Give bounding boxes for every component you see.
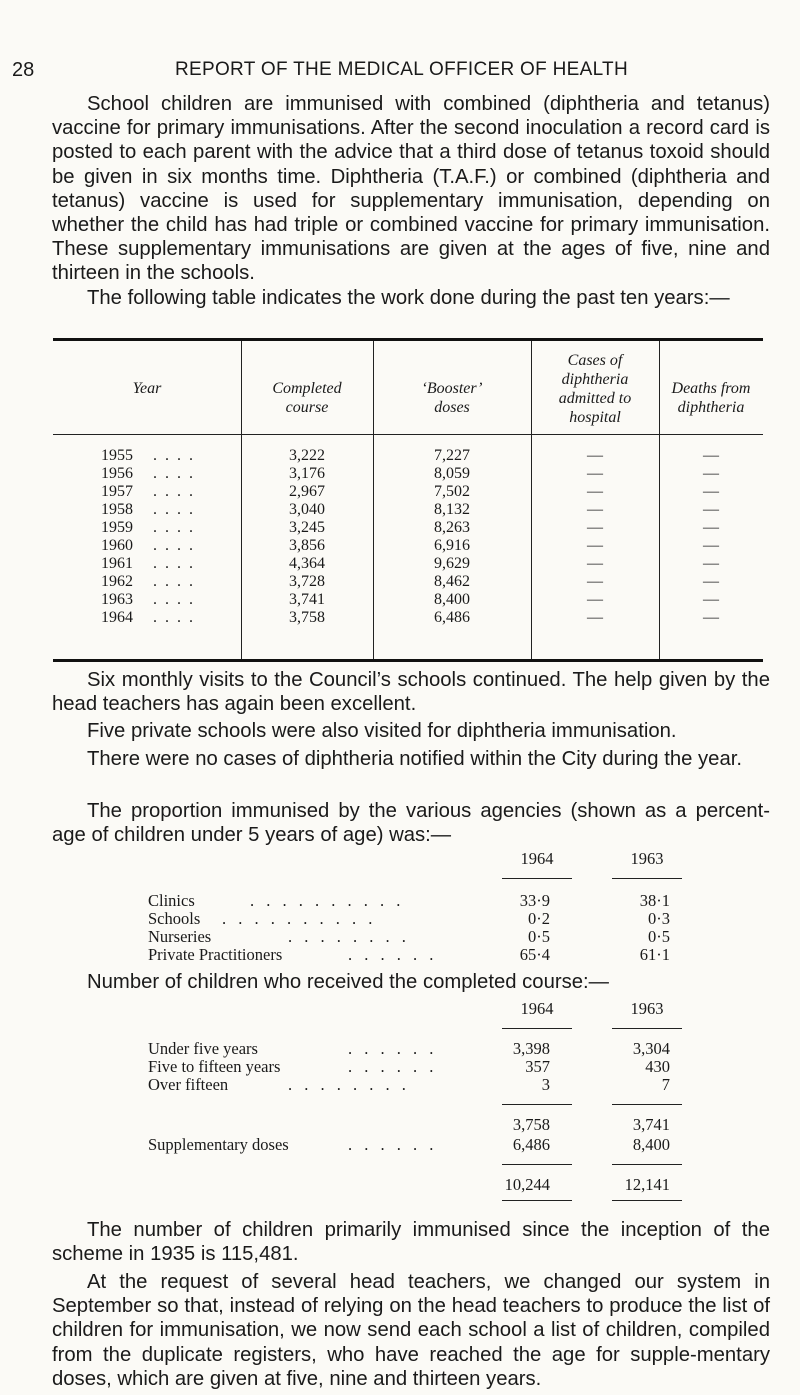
course-value-1963: 7	[661, 1075, 670, 1094]
table-row	[53, 537, 763, 555]
deaths-cell: —	[703, 555, 719, 572]
table-row	[53, 555, 763, 573]
course-col-1964: 1964	[520, 999, 554, 1018]
leader-dots: . . . .	[153, 483, 195, 500]
subtotal-rule	[612, 1104, 682, 1105]
agency-value-1964: 65·4	[519, 945, 550, 964]
total-underline	[502, 1200, 572, 1201]
course-value-1963: 3,304	[632, 1039, 670, 1058]
year-cell: 1962	[101, 573, 133, 590]
cases-cell: —	[587, 447, 603, 464]
cases-cell: —	[587, 573, 603, 590]
running-head: REPORT OF THE MEDICAL OFFICER OF HEALTH	[175, 59, 628, 80]
course-value-1964: 3,398	[512, 1039, 550, 1058]
header-year-label: Year	[132, 380, 162, 397]
column-rule	[502, 878, 572, 879]
cases-cell: —	[587, 465, 603, 482]
subtotal-1964: 3,758	[512, 1115, 550, 1134]
total-1964: 10,244	[504, 1175, 550, 1194]
booster-cell: 9,629	[434, 555, 470, 572]
agency-value-1963: 61·1	[639, 945, 670, 964]
deaths-cell: —	[703, 465, 719, 482]
completed-cell: 3,176	[289, 465, 325, 482]
agency-label: Private Practitioners	[148, 945, 283, 964]
deaths-cell: —	[703, 519, 719, 536]
completed-cell: 3,856	[289, 537, 325, 554]
completed-cell: 4,364	[289, 555, 325, 572]
agency-value-1964: 0·5	[528, 927, 550, 946]
cases-cell: —	[587, 555, 603, 572]
course-value-1963: 430	[645, 1057, 670, 1076]
table-row	[53, 609, 763, 627]
supplementary-1963: 8,400	[632, 1135, 670, 1154]
header-completed-line: course	[285, 399, 329, 416]
header-deaths-line: diphtheria	[677, 399, 745, 416]
leader-dots: . . . . . . . .	[288, 927, 410, 946]
cases-cell: —	[587, 537, 603, 554]
course-table	[0, 1000, 800, 1200]
course-label: Under five years	[148, 1039, 258, 1058]
course-col-1963: 1963	[630, 999, 664, 1018]
booster-cell: 7,502	[434, 483, 470, 500]
booster-cell: 8,263	[434, 519, 470, 536]
total-1963: 12,141	[624, 1175, 670, 1194]
agency-col-1964: 1964	[520, 849, 554, 868]
booster-cell: 6,486	[434, 609, 470, 626]
header-booster-line: ‘Booster’	[421, 380, 483, 397]
supplementary-1964: 6,486	[512, 1135, 550, 1154]
column-rule	[612, 1028, 682, 1029]
header-year	[53, 379, 241, 398]
deaths-cell: —	[703, 573, 719, 590]
table-row	[53, 591, 763, 609]
booster-cell: 8,059	[434, 465, 470, 482]
table-row	[53, 501, 763, 519]
leader-dots: . . . .	[153, 573, 195, 590]
year-cell: 1959	[101, 519, 133, 536]
header-cases-line: admitted to	[558, 390, 632, 407]
agency-label: Schools	[148, 909, 201, 928]
total-primary-paragraph: The number of children primarily immunised since the inception of the scheme in 1935 is 115,481.	[52, 1219, 770, 1266]
completed-cell: 3,758	[289, 609, 325, 626]
subtotal-1963: 3,741	[632, 1115, 670, 1134]
page-number: 28	[12, 59, 35, 81]
header-deaths	[659, 379, 763, 417]
agency-value-1963: 0·3	[648, 909, 670, 928]
leader-dots: . . . .	[153, 519, 195, 536]
booster-cell: 6,916	[434, 537, 470, 554]
completed-course-paragraph: Number of children who received the completed course:—	[87, 971, 609, 993]
booster-cell: 8,462	[434, 573, 470, 590]
total-underline	[612, 1200, 682, 1201]
leader-dots: . . . .	[153, 555, 195, 572]
leader-dots: . . . .	[153, 465, 195, 482]
cases-cell: —	[587, 609, 603, 626]
leader-dots: . . . . . .	[348, 1057, 438, 1076]
deaths-cell: —	[703, 483, 719, 500]
agency-table	[0, 850, 800, 1020]
agency-value-1964: 0·2	[528, 909, 550, 928]
supplementary-label: Supplementary doses	[148, 1135, 289, 1154]
leader-dots: . . . .	[153, 591, 195, 608]
agency-col-1963: 1963	[630, 849, 664, 868]
deaths-cell: —	[703, 609, 719, 626]
agency-label: Nurseries	[148, 927, 212, 946]
column-rule	[502, 1028, 572, 1029]
visits-paragraph: Six monthly visits to the Council’s schools continued. The help given by the head teachers has again been excellent.	[52, 669, 770, 716]
table-row	[53, 573, 763, 591]
leader-dots: . . . . . .	[348, 1135, 438, 1154]
table-row	[53, 465, 763, 483]
table-row	[53, 519, 763, 537]
completed-cell: 3,222	[289, 447, 325, 464]
header-cases	[531, 351, 659, 427]
cases-cell: —	[587, 519, 603, 536]
agency-value-1963: 38·1	[639, 891, 670, 910]
leader-dots: . . . .	[153, 447, 195, 464]
header-cases-line: diphtheria	[561, 371, 629, 388]
table-row	[53, 447, 763, 465]
total-rule	[612, 1164, 682, 1165]
year-cell: 1961	[101, 555, 133, 572]
course-value-1964: 3	[541, 1075, 550, 1094]
deaths-cell: —	[703, 591, 719, 608]
private-schools-paragraph: Five private schools were also visited for diphtheria immunisation.	[87, 720, 677, 742]
deaths-cell: —	[703, 537, 719, 554]
leader-dots: . . . . . . . . . .	[222, 909, 377, 928]
agency-value-1964: 33·9	[519, 891, 550, 910]
header-completed	[241, 379, 373, 417]
booster-cell: 8,400	[434, 591, 470, 608]
leader-dots: . . . . . .	[348, 1039, 438, 1058]
header-cases-line: Cases of	[567, 352, 623, 369]
total-rule	[502, 1164, 572, 1165]
completed-cell: 2,967	[289, 483, 325, 500]
agency-label: Clinics	[148, 891, 195, 910]
request-paragraph: At the request of several head teachers, we changed our system in September so that, instead of relying on the head teachers to produce the list of children for immunisation, we now send each school a list of children, compiled from the duplicate registers, who have reached the age for supple-mentary doses, which are given at five, nine and thirteen years.	[52, 1271, 770, 1390]
header-deaths-line: Deaths from	[671, 380, 751, 397]
leader-dots: . . . .	[153, 609, 195, 626]
agency-value-1963: 0·5	[648, 927, 670, 946]
year-cell: 1957	[101, 483, 133, 500]
header-booster	[373, 379, 531, 417]
header-completed-line: Completed	[272, 380, 342, 397]
deaths-cell: —	[703, 501, 719, 518]
proportion-paragraph: The proportion immunised by the various agencies (shown as a percent-age of children under 5 years of age) was:—	[52, 800, 770, 847]
booster-cell: 7,227	[434, 447, 470, 464]
year-cell: 1960	[101, 537, 133, 554]
cases-cell: —	[587, 483, 603, 500]
header-cases-line: hospital	[569, 409, 621, 426]
course-label: Five to fifteen years	[148, 1057, 281, 1076]
completed-cell: 3,741	[289, 591, 325, 608]
year-cell: 1958	[101, 501, 133, 518]
table-intro-paragraph: The following table indicates the work done during the past ten years:—	[87, 287, 730, 309]
year-cell: 1955	[101, 447, 133, 464]
course-value-1964: 357	[525, 1057, 550, 1076]
intro-paragraph: School children are immunised with combined (diphtheria and tetanus) vaccine for primary immunisations. After the second inoculation a record card is posted to each parent with the advice that a third dose of tetanus toxoid should be given in six months time. Diphtheria (T.A.F.) or combined (diphtheria and tetanus) vaccine is used for supplementary immunisation, depending on whether the child has had triple or combined vaccine for primary immunisation. These supplementary immunisations are given at the ages of five, nine and thirteen in the schools.	[52, 93, 770, 285]
ten-year-table	[53, 338, 763, 662]
completed-cell: 3,040	[289, 501, 325, 518]
completed-cell: 3,245	[289, 519, 325, 536]
leader-dots: . . . . . .	[348, 945, 438, 964]
leader-dots: . . . .	[153, 537, 195, 554]
course-label: Over fifteen	[148, 1075, 229, 1094]
completed-cell: 3,728	[289, 573, 325, 590]
booster-cell: 8,132	[434, 501, 470, 518]
no-cases-paragraph: There were no cases of diphtheria notified within the City during the year.	[87, 748, 743, 770]
cases-cell: —	[587, 591, 603, 608]
header-booster-line: doses	[434, 399, 470, 416]
cases-cell: —	[587, 501, 603, 518]
column-rule	[612, 878, 682, 879]
table-row	[53, 483, 763, 501]
subtotal-rule	[502, 1104, 572, 1105]
year-cell: 1964	[101, 609, 133, 626]
deaths-cell: —	[703, 447, 719, 464]
year-cell: 1956	[101, 465, 133, 482]
leader-dots: . . . .	[153, 501, 195, 518]
year-cell: 1963	[101, 591, 133, 608]
header-rule	[53, 434, 763, 435]
leader-dots: . . . . . . . .	[288, 1075, 410, 1094]
leader-dots: . . . . . . . . . .	[250, 891, 405, 910]
